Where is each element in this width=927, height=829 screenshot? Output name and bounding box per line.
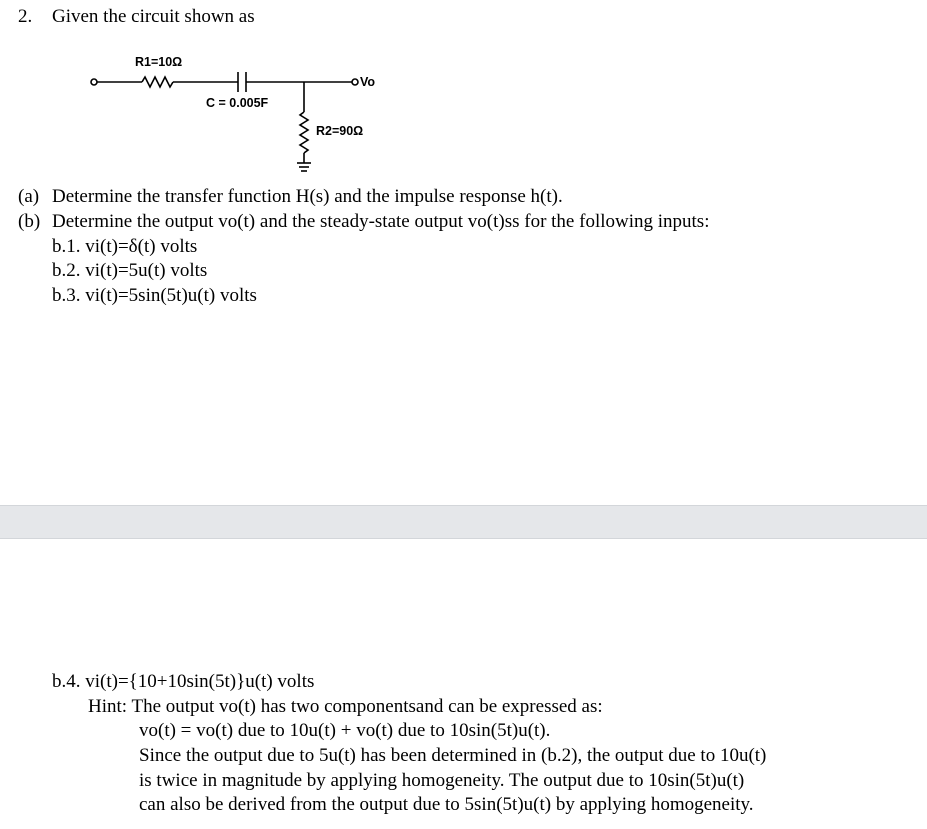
part-b1: b.1. vi(t)=δ(t) volts: [52, 236, 198, 257]
r2-resistor: [300, 112, 308, 153]
hint-line-2: vo(t) = vo(t) due to 10u(t) + vo(t) due to 10sin(5t)u(t).: [139, 720, 551, 741]
vo-label: Vo: [360, 75, 376, 89]
hint-line-5: can also be derived from the output due to 5sin(5t)u(t) by applying homogeneity.: [139, 794, 754, 815]
part-b-text: Determine the output vo(t) and the steady-state output vo(t)ss for the following inputs:: [52, 211, 710, 232]
hint-line-3: Since the output due to 5u(t) has been determined in (b.2), the output due to 10u(t): [139, 745, 767, 766]
capacitor-label: C = 0.005F: [206, 96, 269, 110]
part-b4: b.4. vi(t)={10+10sin(5t)}u(t) volts: [52, 671, 315, 692]
part-a-label: (a): [18, 186, 40, 207]
part-b2: b.2. vi(t)=5u(t) volts: [52, 260, 208, 281]
r1-label: R1=10Ω: [135, 55, 183, 69]
part-b3: b.3. vi(t)=5sin(5t)u(t) volts: [52, 285, 257, 306]
problem-intro: Given the circuit shown as: [52, 6, 255, 27]
input-terminal: [91, 79, 97, 85]
hint-line-1: Hint: The output vo(t) has two componentsand can be expressed as:: [88, 696, 603, 717]
page-divider: [0, 505, 927, 539]
output-terminal: [352, 79, 358, 85]
r1-resistor: [142, 77, 173, 87]
problem-number: 2.: [18, 6, 33, 27]
circuit-diagram: [80, 50, 400, 190]
r2-label: R2=90Ω: [316, 124, 364, 138]
part-b-label: (b): [18, 211, 41, 232]
part-a-text: Determine the transfer function H(s) and the impulse response h(t).: [52, 186, 563, 207]
hint-line-4: is twice in magnitude by applying homogeneity. The output due to 10sin(5t)u(t): [139, 770, 745, 791]
